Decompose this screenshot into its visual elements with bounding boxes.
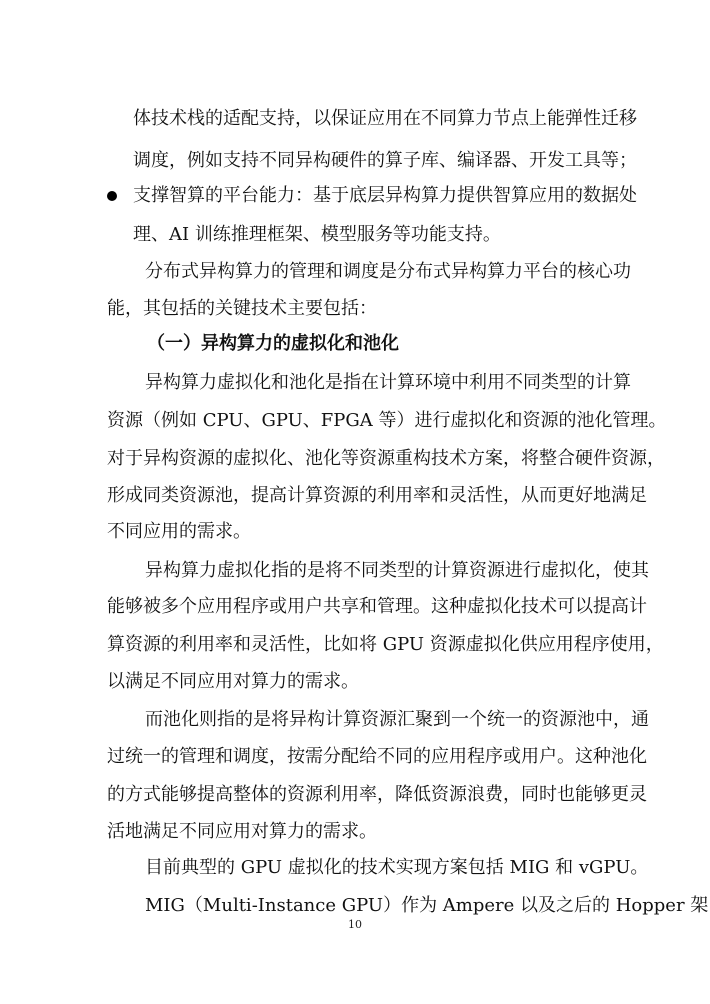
paragraph-line: 调度，例如支持不同异构硬件的算子库、编译器、开发工具等；	[133, 150, 637, 171]
bullet-line: 支撑智算的平台能力：基于底层异构算力提供智算应用的数据处	[133, 185, 637, 206]
paragraph-line: 对于异构资源的虚拟化、池化等资源重构技术方案，将整合硬件资源，	[107, 448, 665, 469]
paragraph-line: 过统一的管理和调度，按需分配给不同的应用程序或用户。这种池化	[107, 746, 647, 767]
paragraph-line: 资源（例如 CPU、GPU、FPGA 等）进行虚拟化和资源的池化管理。	[107, 410, 667, 431]
paragraph-line: 不同应用的需求。	[107, 521, 251, 542]
paragraph-line: 形成同类资源池，提高计算资源的利用率和灵活性，从而更好地满足	[107, 485, 647, 506]
paragraph-line: 分布式异构算力的管理和调度是分布式异构算力平台的核心功	[145, 261, 631, 282]
paragraph-line: 目前典型的 GPU 虚拟化的技术实现方案包括 MIG 和 vGPU。	[145, 857, 649, 878]
paragraph-line: 而池化则指的是将异构计算资源汇聚到一个统一的资源池中，通	[145, 709, 649, 730]
paragraph-line: 体技术栈的适配支持，以保证应用在不同算力节点上能弹性迁移	[133, 108, 637, 129]
paragraph-line: 的方式能够提高整体的资源利用率，降低资源浪费，同时也能够更灵	[107, 784, 647, 805]
paragraph-line: 能够被多个应用程序或用户共享和管理。这种虚拟化技术可以提高计	[107, 596, 647, 617]
paragraph-line: 以满足不同应用对算力的需求。	[107, 671, 359, 692]
paragraph-line: 活地满足不同应用对算力的需求。	[107, 821, 377, 842]
paragraph-line: 能，其包括的关键技术主要包括：	[107, 298, 377, 319]
page-number: 10	[348, 918, 362, 931]
paragraph-line: 算资源的利用率和灵活性，比如将 GPU 资源虚拟化供应用程序使用，	[107, 634, 664, 655]
bullet-icon	[107, 191, 117, 201]
paragraph-line: 异构算力虚拟化指的是将不同类型的计算资源进行虚拟化，使其	[145, 560, 649, 581]
paragraph-line: 异构算力虚拟化和池化是指在计算环境中利用不同类型的计算	[145, 372, 631, 393]
bullet-line: 理、AI 训练推理框架、模型服务等功能支持。	[133, 224, 501, 245]
paragraph-line: MIG（Multi-Instance GPU）作为 Ampere 以及之后的 Hopper 架	[145, 895, 709, 916]
section-heading: （一）异构算力的虚拟化和池化	[147, 333, 399, 354]
